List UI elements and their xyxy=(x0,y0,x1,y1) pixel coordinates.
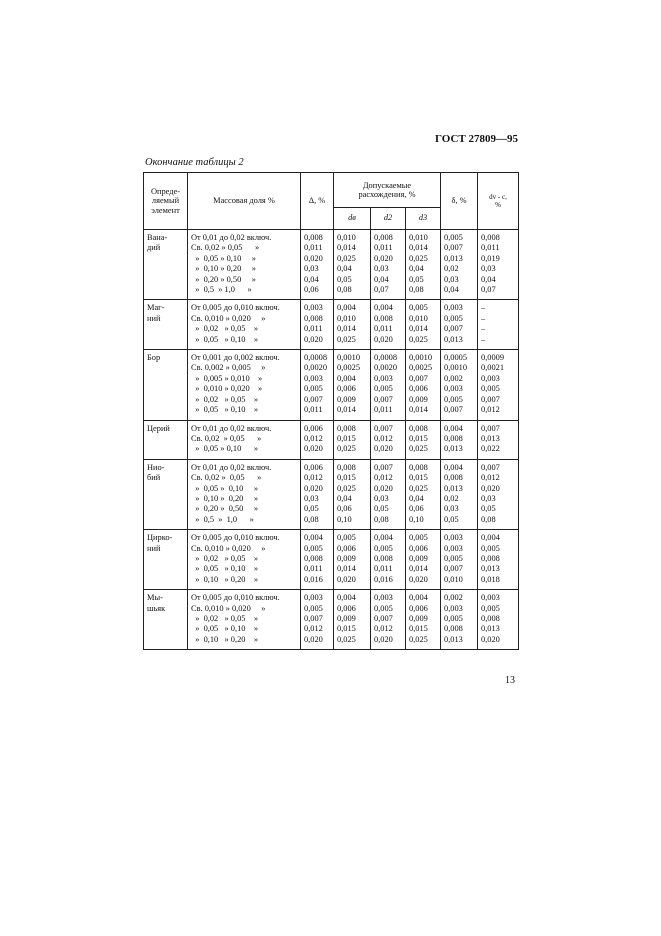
col-dv: dв xyxy=(334,208,371,230)
table-row xyxy=(144,420,519,459)
table-row xyxy=(144,530,519,590)
d3-cell: 0,008 0,015 0,025 0,04 0,06 0,10 xyxy=(406,459,441,529)
ds-cell: 0,003 0,003 0,005 0,007 0,010 xyxy=(441,530,478,590)
col-delta: Δ, % xyxy=(301,173,334,230)
header-row xyxy=(144,173,519,208)
mass-cell: От 0,005 до 0,010 включ. Св. 0,010 » 0,020 » » 0,02 » 0,05 » » 0,05 » 0,10 » » 0,10 » 0,20 » xyxy=(188,590,301,650)
dv-cell: 0,005 0,006 0,009 0,014 0,020 xyxy=(334,530,371,590)
ds-cell: 0,004 0,008 0,013 xyxy=(441,420,478,459)
element-cell: Церий xyxy=(144,420,188,459)
element-cell: Мы- шьяк xyxy=(144,590,188,650)
d3-cell: 0,005 0,006 0,009 0,014 0,020 xyxy=(406,530,441,590)
col-mass: Массовая доля % xyxy=(188,173,301,230)
col-dvs: dv - c, % xyxy=(478,173,519,230)
table-row xyxy=(144,459,519,529)
element-cell: Вана- дий xyxy=(144,230,188,300)
ds-cell: 0,003 0,005 0,007 0,013 xyxy=(441,300,478,350)
delta-cell: 0,008 0,011 0,020 0,03 0,04 0,06 xyxy=(301,230,334,300)
mass-cell: От 0,005 до 0,010 включ. Св. 0,010 » 0,020 » » 0,02 » 0,05 » » 0,05 » 0,10 » » 0,10 » 0,20 » xyxy=(188,530,301,590)
delta-cell: 0,006 0,012 0,020 0,03 0,05 0,08 xyxy=(301,459,334,529)
ds-cell: 0,005 0,007 0,013 0,02 0,03 0,04 xyxy=(441,230,478,300)
col-element: Опреде- ляемый элемент xyxy=(144,173,188,230)
delta-cell: 0,0008 0,0020 0,003 0,005 0,007 0,011 xyxy=(301,350,334,420)
table-row xyxy=(144,230,519,300)
d3-cell: 0,005 0,010 0,014 0,025 xyxy=(406,300,441,350)
d3-cell: 0,010 0,014 0,025 0,04 0,05 0,08 xyxy=(406,230,441,300)
d3-cell: 0,008 0,015 0,025 xyxy=(406,420,441,459)
col-delta-small: δ, % xyxy=(441,173,478,230)
col-d3: d3 xyxy=(406,208,441,230)
ds-cell: 0,004 0,008 0,013 0,02 0,03 0,05 xyxy=(441,459,478,529)
col-allowed: Допускаемые расхождения, % xyxy=(334,173,441,208)
dvc-cell: 0,008 0,011 0,019 0,03 0,04 0,07 xyxy=(478,230,519,300)
d3-cell: 0,004 0,006 0,009 0,015 0,025 xyxy=(406,590,441,650)
table-caption: Окончание таблицы 2 xyxy=(145,157,244,168)
d2-cell: 0,0008 0,0020 0,003 0,005 0,007 0,011 xyxy=(371,350,406,420)
delta-cell: 0,003 0,008 0,011 0,020 xyxy=(301,300,334,350)
element-cell: Маг- ний xyxy=(144,300,188,350)
element-cell: Бор xyxy=(144,350,188,420)
col-d2: d2 xyxy=(371,208,406,230)
d2-cell: 0,003 0,005 0,007 0,012 0,020 xyxy=(371,590,406,650)
document-header: ГОСТ 27809—95 xyxy=(435,133,518,145)
mass-cell: От 0,001 до 0,002 включ. Св. 0,002 » 0,005 » » 0,005 » 0,010 » » 0,010 » 0,020 » » 0,02 » 0,05 » » 0,05 » 0,10 » xyxy=(188,350,301,420)
table-row xyxy=(144,300,519,350)
d2-cell: 0,008 0,011 0,020 0,03 0,04 0,07 xyxy=(371,230,406,300)
delta-cell: 0,003 0,005 0,007 0,012 0,020 xyxy=(301,590,334,650)
element-cell: Нио- бий xyxy=(144,459,188,529)
dvc-cell: 0,003 0,005 0,008 0,013 0,020 xyxy=(478,590,519,650)
dv-cell: 0,004 0,006 0,009 0,015 0,025 xyxy=(334,590,371,650)
dv-cell: 0,008 0,015 0,025 0,04 0,06 0,10 xyxy=(334,459,371,529)
tolerance-table xyxy=(143,172,519,650)
d2-cell: 0,007 0,012 0,020 xyxy=(371,420,406,459)
table-row xyxy=(144,350,519,420)
ds-cell: 0,0005 0,0010 0,002 0,003 0,005 0,007 xyxy=(441,350,478,420)
table-body xyxy=(144,230,519,650)
dvc-cell: 0,0009 0,0021 0,003 0,005 0,007 0,012 xyxy=(478,350,519,420)
dv-cell: 0,0010 0,0025 0,004 0,006 0,009 0,014 xyxy=(334,350,371,420)
dv-cell: 0,010 0,014 0,025 0,04 0,05 0,08 xyxy=(334,230,371,300)
delta-cell: 0,004 0,005 0,008 0,011 0,016 xyxy=(301,530,334,590)
dvc-cell: – – – – xyxy=(478,300,519,350)
mass-cell: От 0,005 до 0,010 включ. Св. 0,010 » 0,020 » » 0,02 » 0,05 » » 0,05 » 0,10 » xyxy=(188,300,301,350)
d3-cell: 0,0010 0,0025 0,007 0,006 0,009 0,014 xyxy=(406,350,441,420)
mass-cell: От 0,01 до 0,02 включ. Св. 0,02 » 0,05 » » 0,05 » 0,10 » » 0,10 » 0,20 » » 0,20 » 0,50 » » 0,5 » 1,0 » xyxy=(188,230,301,300)
d2-cell: 0,007 0,012 0,020 0,03 0,05 0,08 xyxy=(371,459,406,529)
d2-cell: 0,004 0,008 0,011 0,020 xyxy=(371,300,406,350)
table-row xyxy=(144,590,519,650)
element-cell: Цирко- ний xyxy=(144,530,188,590)
ds-cell: 0,002 0,003 0,005 0,008 0,013 xyxy=(441,590,478,650)
dvc-cell: 0,007 0,013 0,022 xyxy=(478,420,519,459)
page-number: 13 xyxy=(505,675,515,686)
mass-cell: От 0,01 до 0,02 включ. Св. 0,02 » 0,05 » » 0,05 » 0,10 » xyxy=(188,420,301,459)
delta-cell: 0,006 0,012 0,020 xyxy=(301,420,334,459)
mass-cell: От 0,01 до 0,02 включ. Св. 0,02 » 0,05 » » 0,05 » 0,10 » » 0,10 » 0,20 » » 0,20 » 0,50 » » 0,5 » 1,0 » xyxy=(188,459,301,529)
dv-cell: 0,004 0,010 0,014 0,025 xyxy=(334,300,371,350)
dvc-cell: 0,007 0,012 0,020 0,03 0,05 0,08 xyxy=(478,459,519,529)
dvc-cell: 0,004 0,005 0,008 0,013 0,018 xyxy=(478,530,519,590)
dv-cell: 0,008 0,015 0,025 xyxy=(334,420,371,459)
d2-cell: 0,004 0,005 0,008 0,011 0,016 xyxy=(371,530,406,590)
